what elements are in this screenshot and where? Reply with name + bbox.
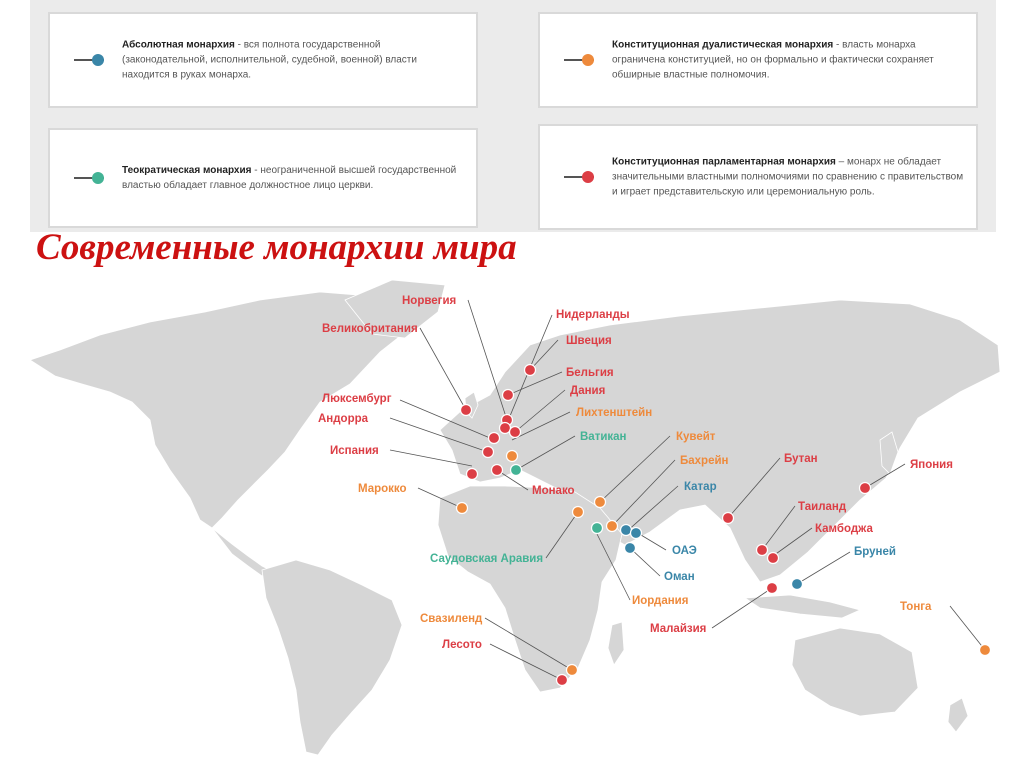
label-cambodia: Камбоджа	[815, 523, 873, 535]
marker-lesotho[interactable]	[557, 675, 568, 686]
marker-kuwait[interactable]	[595, 497, 606, 508]
marker-denmark[interactable]	[510, 427, 521, 438]
marker-morocco[interactable]	[457, 503, 468, 514]
label-luxembourg: Люксембург	[322, 393, 392, 405]
label-sweden: Швеция	[566, 335, 612, 347]
legend-theocratic-monarchy	[48, 128, 478, 228]
legend-parliamentary-name: Конституционная парламентарная монархия	[612, 156, 836, 168]
marker-belgium[interactable]	[503, 390, 514, 401]
page-title: Современные монархии мира	[36, 227, 517, 268]
parliamentary-marker-icon	[582, 171, 594, 183]
marker-oman[interactable]	[625, 543, 636, 554]
marker-cambodia[interactable]	[768, 553, 779, 564]
label-spain: Испания	[330, 445, 379, 457]
label-uk: Великобритания	[322, 323, 418, 335]
marker-japan[interactable]	[860, 483, 871, 494]
central-america-landmass	[212, 528, 270, 576]
label-norway: Норвегия	[402, 295, 457, 307]
marker-thailand[interactable]	[757, 545, 768, 556]
marker-sweden[interactable]	[525, 365, 536, 376]
legend-absolute-name: Абсолютная монархия	[122, 39, 235, 51]
continents	[30, 280, 1000, 755]
legend-panel	[30, 0, 996, 232]
legend-absolute-description: - вся полнота государственной (законодательной, исполнительной, судебной, военной) власти находится в руках монарха.	[122, 39, 417, 81]
marker-liechtenstein[interactable]	[507, 451, 518, 462]
marker-vatican[interactable]	[511, 465, 522, 476]
marker-luxembourg[interactable]	[489, 433, 500, 444]
leader-brunei	[797, 552, 850, 584]
new-zealand-landmass	[948, 698, 968, 732]
legend-dualist-text	[612, 38, 964, 83]
legend-parliamentary-monarchy	[538, 124, 978, 230]
theocratic-marker-icon	[92, 172, 104, 184]
marker-qatar[interactable]	[621, 525, 632, 536]
marker-netherlands[interactable]	[500, 423, 511, 434]
marker-andorra[interactable]	[483, 447, 494, 458]
world-map	[0, 270, 1024, 767]
label-saudi: Саудовская Аравия	[430, 553, 544, 565]
marker-uk[interactable]	[461, 405, 472, 416]
australia-landmass	[792, 628, 918, 716]
legend-dualist-description: - власть монарха ограничена конституцией, но он формально и фактически сохраняет обширные властные полномочия.	[612, 39, 934, 81]
label-japan: Япония	[910, 459, 953, 471]
marker-tonga[interactable]	[980, 645, 991, 656]
africa-landmass	[438, 486, 622, 692]
madagascar-landmass	[608, 622, 624, 665]
label-uae: ОАЭ	[672, 545, 697, 557]
legend-parliamentary-description: – монарх не обладает значительными властными полномочиями по сравнению с правительством и играет представительскую или церемониальную роль.	[612, 156, 964, 198]
legend-dualist-monarchy	[538, 12, 978, 108]
label-morocco: Марокко	[358, 483, 407, 495]
legend-theocratic-description: - неограниченной высшей государственной властью обладает главное должностное лицо церкви.	[122, 165, 457, 191]
leader-uk	[420, 328, 466, 410]
label-denmark: Дания	[570, 385, 606, 397]
marker-saudi[interactable]	[592, 523, 603, 534]
label-bhutan: Бутан	[784, 453, 818, 465]
label-andorra: Андорра	[318, 413, 369, 425]
label-malaysia: Малайзия	[650, 623, 707, 635]
label-kuwait: Кувейт	[676, 431, 716, 443]
marker-malaysia[interactable]	[767, 583, 778, 594]
south-america-landmass	[262, 560, 402, 755]
legend-absolute-monarchy	[48, 12, 478, 108]
marker-swaziland[interactable]	[567, 665, 578, 676]
marker-uae[interactable]	[631, 528, 642, 539]
marker-spain[interactable]	[467, 469, 478, 480]
label-jordan: Иордания	[632, 595, 689, 607]
label-qatar: Катар	[684, 481, 717, 493]
legend-parliamentary-text	[612, 155, 964, 200]
marker-monaco[interactable]	[492, 465, 503, 476]
label-brunei: Бруней	[854, 546, 896, 558]
label-swaziland: Свазиленд	[420, 613, 483, 625]
label-belgium: Бельгия	[566, 367, 614, 379]
marker-bhutan[interactable]	[723, 513, 734, 524]
legend-dualist-name: Конституционная дуалистическая монархия	[612, 39, 834, 51]
dualist-marker-icon	[582, 54, 594, 66]
legend-theocratic-text	[122, 163, 464, 193]
label-oman: Оман	[664, 571, 695, 583]
label-liechtenstein: Лихтенштейн	[576, 407, 653, 419]
label-lesotho: Лесото	[442, 639, 482, 651]
legend-theocratic-name: Теократическая монархия	[122, 165, 252, 176]
marker-bahrain[interactable]	[607, 521, 618, 532]
label-netherlands: Нидерланды	[556, 309, 630, 321]
label-vatican: Ватикан	[580, 431, 627, 443]
marker-jordan[interactable]	[573, 507, 584, 518]
indonesia-landmass	[745, 595, 860, 618]
leader-oman	[630, 548, 660, 576]
label-tonga: Тонга	[900, 601, 932, 613]
absolute-marker-icon	[92, 54, 104, 66]
legend-absolute-text	[122, 38, 464, 83]
leader-tonga	[950, 606, 985, 650]
label-thailand: Таиланд	[798, 501, 847, 513]
label-bahrain: Бахрейн	[680, 455, 729, 467]
marker-brunei[interactable]	[792, 579, 803, 590]
label-monaco: Монако	[532, 485, 575, 497]
